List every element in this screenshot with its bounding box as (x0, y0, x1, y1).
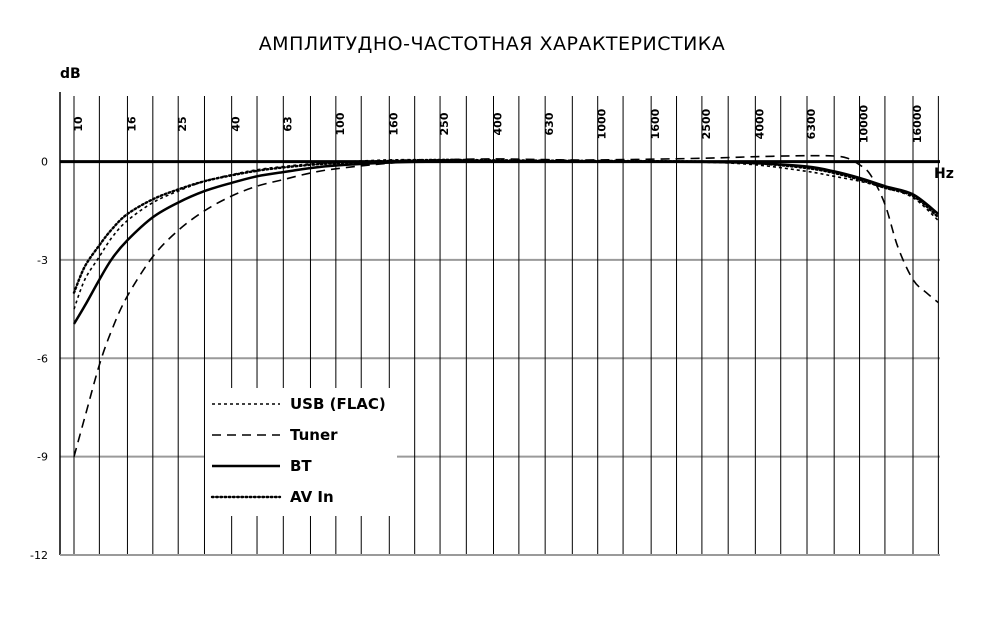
legend-label: AV In (290, 488, 334, 506)
series-lines (74, 156, 938, 457)
series-line-av-in (74, 160, 938, 293)
y-tick-labels (30, 156, 48, 562)
y-tick-label: -6 (37, 352, 48, 366)
x-tick-label: 16000 (911, 104, 924, 144)
x-tick-label: 100 (333, 112, 347, 136)
series-line-usb-flac (74, 160, 938, 309)
x-tick-label: 16 (125, 116, 139, 132)
series-line-bt (74, 161, 938, 324)
y-tick-label: -12 (30, 549, 48, 562)
series-line-tuner (74, 156, 938, 457)
x-tick-label: 10000 (857, 104, 871, 144)
y-axis-label: dB (60, 66, 81, 82)
x-tick-label: 40 (229, 116, 243, 132)
x-tick-label: 25 (176, 116, 190, 132)
y-tick-label: 0 (41, 155, 48, 169)
grid (60, 96, 940, 555)
x-tick-label: 400 (491, 112, 505, 136)
x-tick-label: 1000 (595, 108, 609, 140)
legend-label: BT (290, 457, 312, 475)
chart-title: АМПЛИТУДНО-ЧАСТОТНАЯ ХАРАКТЕРИСТИКА (258, 33, 726, 55)
x-tick-label: 1600 (649, 108, 663, 140)
legend-label: Tuner (290, 426, 338, 444)
x-axis-label: Hz (934, 166, 954, 182)
x-tick-label: 4000 (753, 108, 767, 140)
legend (205, 388, 397, 516)
x-tick-label: 6300 (805, 108, 819, 140)
x-tick-label: 160 (387, 112, 401, 136)
x-tick-label: 10 (72, 116, 85, 132)
y-tick-label: -3 (37, 253, 48, 267)
legend-label: USB (FLAC) (290, 395, 386, 413)
x-tick-label: 630 (543, 112, 557, 136)
y-tick-label: -9 (37, 450, 48, 464)
x-tick-label: 63 (281, 116, 295, 132)
x-tick-label: 2500 (699, 108, 713, 140)
x-tick-label: 250 (438, 112, 452, 136)
x-tick-labels (72, 105, 924, 144)
